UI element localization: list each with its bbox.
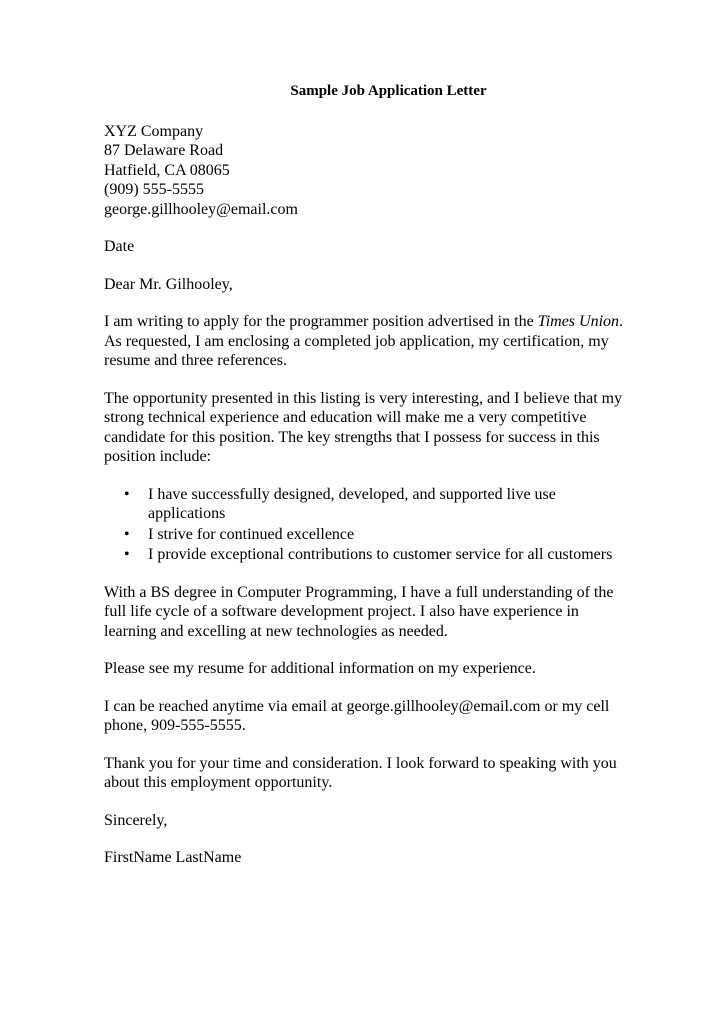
sender-phone: (909) 555-5555 (104, 181, 204, 198)
intro-text-after: . As requested, I am enclosing a completed job application, my certification, my resume and three references. (104, 313, 624, 369)
list-item-text: I have successfully designed, developed, and supported live use applications (148, 485, 556, 522)
sender-street: 87 Delaware Road (104, 142, 224, 159)
paragraph-education: With a BS degree in Computer Programming, I have a full understanding of the full life cycle of a software development project. I also have experience in learning and excelling at new technologies as needed. (104, 583, 614, 640)
list-item-text: I strive for continued excellence (148, 525, 355, 543)
salutation: Dear Mr. Gilhooley, (104, 275, 233, 293)
list-item (104, 485, 629, 524)
intro-text-before: I am writing to apply for the programmer position advertised in the (104, 313, 538, 330)
paragraph-contact: I can be reached anytime via email at george.gillhooley@email.com or my cell phone, 909-555-5555. (104, 697, 610, 734)
sender-email: george.gillhooley@email.com (104, 200, 298, 218)
sender-city: Hatfield, CA 08065 (104, 161, 230, 179)
publication-name-part2: Union (579, 313, 620, 330)
closing: Sincerely, (104, 811, 168, 829)
list-item-text: I provide exceptional contributions to customer service for all customers (148, 546, 613, 563)
letter-date: Date (104, 238, 135, 255)
list-item (104, 545, 629, 565)
sender-address-block (104, 122, 629, 220)
bullet-icon: • (124, 546, 130, 563)
letter-title: Sample Job Application Letter (290, 83, 487, 99)
sender-company: XYZ Company (104, 122, 204, 140)
paragraph-resume: Please see my resume for additional information on my experience. (104, 660, 536, 677)
list-item (104, 525, 629, 545)
signature: FirstName LastName (104, 849, 242, 866)
paragraph-thanks: Thank you for your time and consideration. I look forward to speaking with you about this employment opportunity. (104, 754, 617, 791)
publication-name-part1: Times (537, 313, 576, 330)
paragraph-intro (104, 312, 629, 371)
paragraph-opportunity: The opportunity presented in this listing is very interesting, and I believe that my strong technical experience and education will make me a very competitive candidate for this position. The key strengths that I possess for success in this position include: (104, 389, 623, 465)
bullet-icon: • (124, 485, 130, 503)
bullet-icon: • (124, 525, 130, 543)
strengths-list (104, 485, 629, 565)
letter-body (104, 82, 629, 886)
